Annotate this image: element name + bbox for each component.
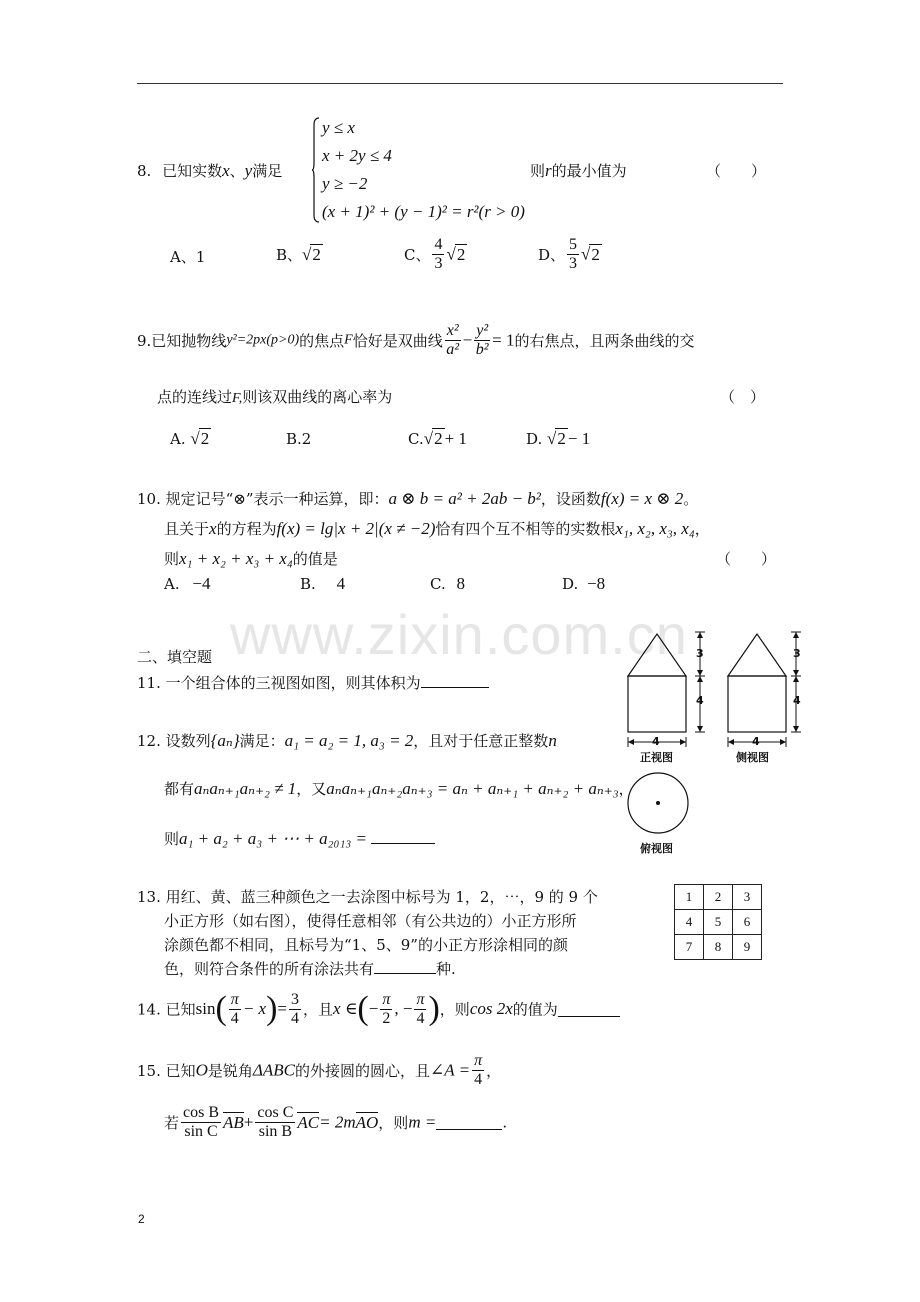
grid-cell: 6 xyxy=(733,910,762,935)
watermark: www.zixin.com.cn xyxy=(230,603,688,666)
q13-line-3: 涂颜色都不相同，且标号为“1、5、9”的小正方形涂相同的颜 xyxy=(164,936,568,954)
q8-answer-paren: （ ） xyxy=(706,162,767,180)
side-dim-top: 3 xyxy=(793,647,801,660)
q15-four: 4 xyxy=(474,1071,483,1088)
grid-cell: 5 xyxy=(704,910,733,935)
q8-option-c-radicand: 2 xyxy=(456,245,466,264)
q14-neg: − xyxy=(368,999,379,1018)
q9-hyp-minus: − xyxy=(462,330,473,350)
q14-four-b: 4 xyxy=(291,1009,300,1027)
q10-option-b-value: 4 xyxy=(336,574,346,593)
q14-line: 14. 已知sin( $\frac{\pi}{4}$ − x)= $\frac{3}{4}$ ，且x ∈(− $\frac{\pi}{2}$ , − $\frac{\pi}{4}$ )，则cos 2x的值为 xyxy=(137,990,620,1028)
front-view-label: 正视图 xyxy=(640,751,673,764)
q10-operation-def: a ⊗ b = a² + 2ab − b² xyxy=(388,489,541,508)
q14-comma: , − xyxy=(394,999,413,1018)
q15-vector-AB: AB xyxy=(223,1112,244,1132)
q10-text-b: ，设函数 xyxy=(540,490,601,508)
q9-option-a-label: A. xyxy=(170,430,186,448)
q10-text-c: 。 xyxy=(683,490,699,508)
q12-line-1 xyxy=(137,730,557,751)
q8-option-d-num: 5 xyxy=(569,236,578,253)
q8-system-1: y ≤ x xyxy=(322,118,355,137)
q13-line-4 xyxy=(164,958,456,979)
q15-line2-b: ，则 xyxy=(378,1114,409,1132)
q14-cos2x: cos 2x xyxy=(469,999,513,1018)
q12-text-a: 12. 设数列 xyxy=(137,732,211,750)
q8-option-d-radicand: 2 xyxy=(591,245,600,264)
q15-vector-AC: AC xyxy=(297,1112,320,1132)
page-number: 2 xyxy=(138,1212,145,1226)
q14-text-d: 的值为 xyxy=(512,1000,558,1019)
q13-line4-a: 色，则符合条件的所有涂法共有 xyxy=(164,960,375,978)
q9-option-a: A. √2 xyxy=(170,429,210,448)
q10-option-b-label: B. xyxy=(300,575,316,593)
q10-answer-paren: （ ） xyxy=(716,550,777,568)
q10-option-d-value: −8 xyxy=(587,574,606,593)
q9-option-c: C.√2 + 1 xyxy=(408,429,467,448)
q12-line-2 xyxy=(164,778,634,799)
grid-cell: 1 xyxy=(675,885,704,910)
q8-system-3: y ≥ −2 xyxy=(322,174,368,193)
q8-option-a: A、1 xyxy=(170,248,206,266)
q14-text-b: ，且 xyxy=(303,1000,334,1019)
q8-system-2: x + 2y ≤ 4 xyxy=(322,146,392,165)
q14-two: 2 xyxy=(382,1009,391,1027)
q10-line2-d: ， xyxy=(694,520,710,538)
q10-line2-a: 且关于 xyxy=(164,520,210,538)
q14-four-c: 4 xyxy=(416,1009,425,1027)
q10-line2-c: 恰有四个互不相等的实数根 xyxy=(435,520,616,538)
q9-hyp-x-num: x² xyxy=(446,322,459,339)
q15-triangle: ΔABC xyxy=(252,1060,296,1080)
q10-line3-b: 的值是 xyxy=(292,550,338,568)
q9-option-d-label: D. xyxy=(526,430,543,448)
q8-option-b-radicand: 2 xyxy=(312,245,321,264)
q15-line-2 xyxy=(164,1104,507,1141)
q13-line4-b: 种. xyxy=(436,960,456,978)
q12-line-3 xyxy=(164,828,435,849)
q9-focus-F: F xyxy=(344,332,353,348)
q10-line-2 xyxy=(164,518,710,539)
q11-text xyxy=(137,672,489,693)
side-view-label: 侧视图 xyxy=(736,751,769,764)
q10-text-a: 10. 规定记号“⊗”表示一种运算，即： xyxy=(137,490,389,508)
q13-line-2: 小正方形（如右图），使得任意相邻（有公共边的）小正方形所 xyxy=(164,912,577,930)
q13-line-1: 13. 用红、黄、蓝三种颜色之一去涂图中标号为 1，2，⋯，9 的 9 个 xyxy=(137,888,598,906)
q8-option-b: B、√2 xyxy=(276,245,321,264)
q8-number: 8. xyxy=(137,162,152,180)
grid-cell: 9 xyxy=(733,935,762,960)
q9-text-b: 的焦点 xyxy=(299,332,345,350)
q8-tail-var: r xyxy=(545,161,552,180)
q12-sum: a₁ + a₂ + a₃ + ⋯ + a₂₀₁₃ = xyxy=(179,829,367,848)
q12-var-n: n xyxy=(548,731,557,750)
q8-option-c: C、 $\frac{4}{3}$ √2 xyxy=(404,236,466,272)
q15-plus: + xyxy=(243,1112,254,1132)
q14-x-in: x ∈ xyxy=(333,999,358,1018)
q12-line2-a: 都有 xyxy=(164,780,195,798)
q14-pi-b: π xyxy=(382,990,391,1008)
grid-row xyxy=(675,910,762,935)
q8-tail-a: 则 xyxy=(530,162,546,180)
q9-line-2 xyxy=(157,386,392,407)
grid-row xyxy=(675,935,762,960)
q12-condition-2: aₙaₙ₊₁aₙ₊₂aₙ₊₃ = aₙ + aₙ₊₁ + aₙ₊₂ + aₙ₊₃ xyxy=(326,779,619,798)
q14-text-a: 14. 已知 xyxy=(137,1000,196,1019)
front-dim-width: 4 xyxy=(652,735,660,748)
q14-minus-x: − x xyxy=(242,999,267,1018)
q12-text-c: ，且对于任意正整数 xyxy=(413,732,549,750)
q9-text-c: 恰好是双曲线 xyxy=(352,332,443,350)
q10-line2-x: x xyxy=(209,519,217,538)
q8-option-c-label: C、 xyxy=(404,246,431,264)
q14-four: 4 xyxy=(230,1009,239,1027)
q15-line-1 xyxy=(137,1052,501,1089)
q14-pi: π xyxy=(230,990,239,1008)
q9-text-d: 的右焦点，且两条曲线的交 xyxy=(514,332,695,350)
q8-text-a: 已知实数 xyxy=(162,162,223,180)
q9-option-c-radicand: 2 xyxy=(434,429,443,448)
three-views-figure xyxy=(620,626,810,856)
top-view-drawing xyxy=(628,773,688,833)
section-heading-fill-in: 二、填空题 xyxy=(137,648,213,666)
q14-pi-c: π xyxy=(416,990,425,1008)
q12-line3-a: 则 xyxy=(164,830,180,848)
q10-line2-b: 的方程为 xyxy=(216,520,277,538)
front-dim-bottom: 4 xyxy=(696,694,704,707)
q14-sin: sin xyxy=(195,999,216,1018)
q8-option-c-den: 3 xyxy=(434,255,443,272)
q12-answer-blank xyxy=(371,829,435,844)
q10-option-a xyxy=(164,574,210,594)
q8-var-y: y xyxy=(244,161,253,180)
q9-option-d-radicand: 2 xyxy=(557,429,566,448)
q10-roots: x₁, x₂, x₃, x₄ xyxy=(615,519,695,538)
q8-sep: 、 xyxy=(229,162,245,180)
q14-text-c: ，则 xyxy=(439,1000,470,1019)
q9-parabola-eq: y²=2px(p>0) xyxy=(226,332,300,348)
q15-cosB: cos B xyxy=(183,1104,220,1121)
q15-m: m = xyxy=(408,1112,437,1132)
q12-text-b: 满足： xyxy=(239,732,285,750)
front-dim-top: 3 xyxy=(696,647,704,660)
q8-option-d-label: D、 xyxy=(538,246,566,264)
q8-tail-b: 的最小值为 xyxy=(551,162,627,180)
q8-system-brace xyxy=(312,117,320,223)
q10-function-def: f(x) = x ⊗ 2 xyxy=(600,489,684,508)
q10-equation: f(x) = lg|x + 2|(x ≠ −2) xyxy=(276,519,436,538)
q10-line3-a: 则 xyxy=(164,550,180,568)
top-view-label: 俯视图 xyxy=(640,842,673,855)
q15-vector-AO: AO xyxy=(355,1112,379,1132)
q12-line2-c: ， xyxy=(618,780,634,798)
q9-hyp-y-num: y² xyxy=(476,322,489,339)
q8-var-x: x xyxy=(222,161,230,180)
q10-option-c-label: C. xyxy=(430,575,446,593)
grid-cell: 4 xyxy=(675,910,704,935)
q9-answer-paren: （ ） xyxy=(720,388,766,406)
q9-option-c-label: C. xyxy=(408,430,424,448)
q9-option-b: B.2 xyxy=(286,430,312,448)
q15-cosC: cos C xyxy=(257,1104,294,1121)
q8-system-4: (x + 1)² + (y − 1)² = r²(r > 0) xyxy=(322,202,525,221)
q15-angle-A: ∠A = xyxy=(430,1060,471,1080)
q14-answer-blank xyxy=(558,1002,620,1017)
q13-answer-blank xyxy=(374,959,436,974)
side-dim-width: 4 xyxy=(752,735,760,748)
q9-text-a: 9.已知抛物线 xyxy=(137,332,227,350)
side-view-drawing xyxy=(728,632,801,747)
q9-hyp-x-den: a² xyxy=(446,341,460,358)
q9-hyp-y-den: b² xyxy=(475,341,489,358)
grid-cell: 7 xyxy=(675,935,704,960)
q15-circumcenter: O xyxy=(195,1060,208,1080)
q10-option-d xyxy=(562,574,605,594)
q15-equals-2m: = 2m xyxy=(319,1112,356,1132)
q9-option-c-tail: + 1 xyxy=(444,429,467,448)
q15-text-a: 15. 已知 xyxy=(137,1062,196,1080)
q14-three: 3 xyxy=(291,990,300,1008)
q12-initial-terms: a₁ = a₂ = 1, a₃ = 2 xyxy=(284,731,414,750)
q10-sum: x₁ + x₂ + x₃ + x₄ xyxy=(179,549,293,568)
front-view-drawing xyxy=(628,632,705,747)
q11-answer-blank xyxy=(421,673,489,688)
q10-line-1 xyxy=(137,488,698,509)
q11-stem: 11. 一个组合体的三视图如图，则其体积为 xyxy=(137,674,421,692)
grid-cell: 3 xyxy=(733,885,762,910)
q15-text-b: 是锐角 xyxy=(207,1062,253,1080)
q15-line2-a: 若 xyxy=(164,1114,180,1132)
q12-sequence: {aₙ} xyxy=(210,731,240,750)
grid-cell: 2 xyxy=(704,885,733,910)
grid-row xyxy=(675,885,762,910)
q14-equals: = xyxy=(277,999,288,1018)
q15-sinC: sin C xyxy=(184,1123,218,1140)
q8-option-b-label: B、 xyxy=(276,246,303,264)
q9-option-d-tail: − 1 xyxy=(567,429,591,448)
q10-option-c xyxy=(430,574,465,594)
q8-tail xyxy=(530,160,627,181)
q13-number-grid xyxy=(674,884,762,960)
q8-option-d-den: 3 xyxy=(569,255,578,272)
q15-answer-blank xyxy=(436,1115,502,1130)
q8-option-c-num: 4 xyxy=(434,236,443,253)
q9-option-a-radicand: 2 xyxy=(200,429,210,448)
q10-option-a-label: A. xyxy=(164,575,180,593)
q15-pi: π xyxy=(474,1052,483,1069)
q8-stem xyxy=(137,160,282,181)
q10-option-a-value: −4 xyxy=(192,574,211,593)
q9-line2-a: 点的连线过 xyxy=(157,388,233,406)
q9-line-1 xyxy=(137,322,695,359)
q8-option-d: D、 $\frac{5}{3}$ √2 xyxy=(538,236,600,272)
q12-line2-b: ，又 xyxy=(296,780,327,798)
header-rule xyxy=(137,83,783,84)
q9-option-d: D. √2 − 1 xyxy=(526,429,591,448)
grid-cell: 8 xyxy=(704,935,733,960)
q15-sinB: sin B xyxy=(258,1123,293,1140)
q15-text-c: 的外接圆的圆心，且 xyxy=(295,1062,431,1080)
q10-option-c-value: 8 xyxy=(456,574,465,593)
side-dim-bottom: 4 xyxy=(793,694,801,707)
q9-line2-F: F, xyxy=(232,391,243,406)
q10-option-b xyxy=(300,574,345,594)
q10-option-d-label: D. xyxy=(562,575,579,593)
q10-line-3 xyxy=(164,548,338,569)
q9-hyp-eq: = 1 xyxy=(492,330,515,350)
q9-line2-b: 则该双曲线的离心率为 xyxy=(242,388,393,406)
q8-text-b: 满足 xyxy=(252,162,283,180)
q12-condition-1: aₙaₙ₊₁aₙ₊₂ ≠ 1 xyxy=(194,779,297,798)
q15-period: . xyxy=(502,1113,508,1132)
q15-text-d: ， xyxy=(486,1062,502,1080)
